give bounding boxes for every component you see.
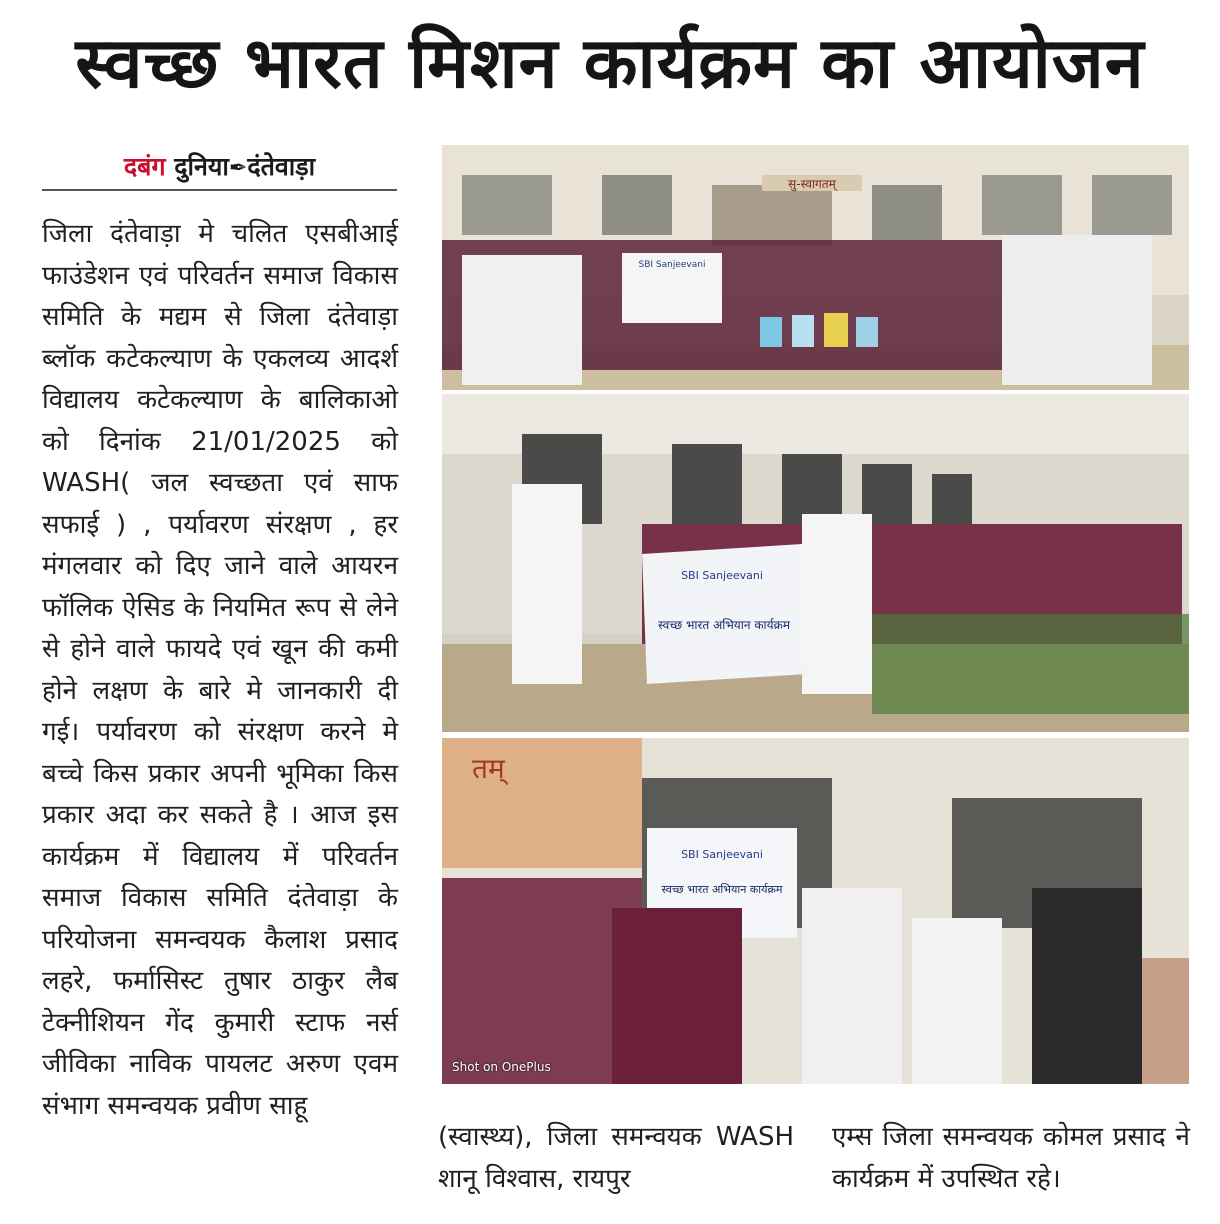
- article-text-right: एम्स जिला समन्वयक कोमल प्रसाद ने कार्यक्रम में उपस्थित रहे।: [832, 1122, 1190, 1194]
- pen-nib-icon: ✒: [228, 156, 248, 181]
- byline-place: दंतेवाड़ा: [247, 152, 316, 181]
- photo-rally: [442, 394, 1189, 732]
- article-text-left: जिला दंतेवाड़ा मे चलित एसबीआई फाउंडेशन एवं परिवर्तन समाज विकास समिति के मद्यम से जिला दंतेवाड़ा ब्लॉक कटेकल्याण के एकलव्य आदर्श विद्यालय कटेकल्याण के बालिकाओ को दिनांक 21/01/2025 को WASH( जल स्वच्छता एवं साफ सफाई ) , पर्यावरण संरक्षण , हर मंगलवार को दिए जाने वाले आयरन फॉलिक ऐसिड के नियमित रूप से लेने से होने वाले फायदे एवं खून की कमी होने लक्षण के बारे मे जानकारी दी गई। पर्यावरण को संरक्षण करने मे बच्चे किस प्रकार अपनी भूमिका किस प्रकार अदा कर सकते है । आज इस कार्यक्रम में विद्यालय में परिवर्तन समाज विकास समिति दंतेवाड़ा के परियोजना समन्वयक कैलाश प्रसाद लहरे, फर्मासिस्ट तुषार ठाकुर लैब टेक्नीशियन गेंद कुमारी स्टाफ नर्स जीविका नाविक पायलट अरुण एवम संभाग समन्वयक प्रवीण साहू: [42, 219, 398, 1121]
- photo1-building-sign: सु-स्वागतम्: [788, 177, 836, 191]
- article-text-middle: (स्वास्थ्य), जिला समन्वयक WASH शानू विश्वास, रायपुर: [438, 1122, 794, 1194]
- photo3-wall-text: तम्: [472, 752, 505, 785]
- photo-group-building: [442, 145, 1189, 390]
- photo-handwash: [442, 738, 1189, 1084]
- article-column-right: [832, 1117, 1190, 1200]
- photo-group-building-image: [442, 145, 1189, 390]
- article-column-left: [42, 214, 398, 1127]
- photo3-watermark: Shot on OnePlus: [452, 1060, 551, 1074]
- article-column-middle: [438, 1117, 794, 1200]
- photo2-banner-main: स्वच्छ भारत अभियान कार्यक्रम: [657, 618, 791, 632]
- headline: स्वच्छ भारत मिशन कार्यक्रम का आयोजन: [75, 22, 1145, 104]
- photo3-banner-main: स्वच्छ भारत अभियान कार्यक्रम: [661, 883, 783, 896]
- byline-brand-dark: दुनिया: [174, 152, 229, 181]
- photo3-banner-top: SBI Sanjeevani: [681, 848, 763, 861]
- byline: [42, 145, 397, 191]
- photo-handwash-image: [442, 738, 1189, 1084]
- photo2-banner-top: SBI Sanjeevani: [681, 569, 763, 582]
- photo-rally-image: [442, 394, 1189, 732]
- byline-brand-red: दबंग: [123, 152, 166, 181]
- photo1-banner: SBI Sanjeevani: [638, 260, 706, 270]
